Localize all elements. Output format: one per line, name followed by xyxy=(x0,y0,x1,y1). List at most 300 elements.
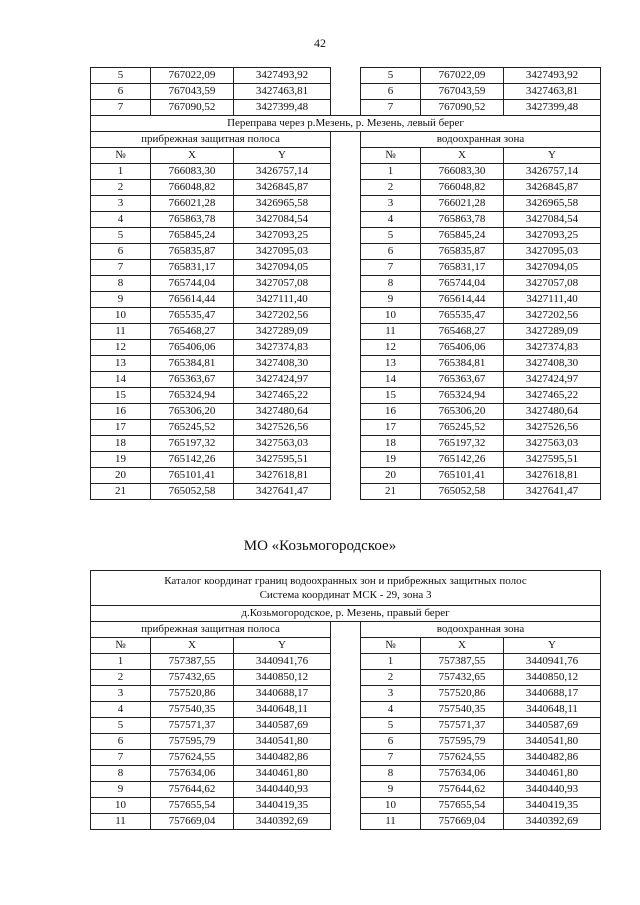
coord-y: 3427095,03 xyxy=(504,244,601,260)
table-row xyxy=(91,670,601,686)
col-header-number: № xyxy=(361,148,421,164)
coord-y: 3427057,08 xyxy=(234,276,331,292)
point-number: 7 xyxy=(91,750,151,766)
coord-x: 757655,54 xyxy=(421,798,504,814)
coord-y: 3440587,69 xyxy=(234,718,331,734)
location-title-row xyxy=(91,606,601,622)
coord-y: 3427399,48 xyxy=(234,100,331,116)
column-gap xyxy=(331,372,361,388)
coord-x: 757540,35 xyxy=(151,702,234,718)
coord-y: 3440482,86 xyxy=(504,750,601,766)
coord-x: 765324,94 xyxy=(151,388,234,404)
catalog-title-line2: Система координат МСК - 29, зона 3 xyxy=(259,589,432,601)
point-number: 18 xyxy=(91,436,151,452)
coordinates-table-mezen-crossing xyxy=(90,67,601,500)
point-number: 7 xyxy=(361,750,421,766)
coord-x: 757432,65 xyxy=(421,670,504,686)
column-gap xyxy=(331,622,361,638)
coord-x: 757571,37 xyxy=(421,718,504,734)
coord-x: 757595,79 xyxy=(151,734,234,750)
coord-y: 3440941,76 xyxy=(234,654,331,670)
table-row xyxy=(91,244,601,260)
coord-y: 3440648,11 xyxy=(504,702,601,718)
point-number: 19 xyxy=(361,452,421,468)
coord-x: 765245,52 xyxy=(421,420,504,436)
coord-y: 3427526,56 xyxy=(504,420,601,436)
point-number: 20 xyxy=(361,468,421,484)
coord-x: 767090,52 xyxy=(151,100,234,116)
point-number: 14 xyxy=(361,372,421,388)
point-number: 4 xyxy=(361,702,421,718)
point-number: 3 xyxy=(361,196,421,212)
coord-x: 765845,24 xyxy=(151,228,234,244)
point-number: 7 xyxy=(361,100,421,116)
point-number: 3 xyxy=(91,196,151,212)
point-number: 2 xyxy=(361,670,421,686)
coord-y: 3427641,47 xyxy=(234,484,331,500)
coord-y: 3440541,80 xyxy=(504,734,601,750)
point-number: 12 xyxy=(361,340,421,356)
table-row xyxy=(91,292,601,308)
column-header-row xyxy=(91,638,601,654)
col-header-y: Y xyxy=(234,638,331,654)
catalog-title-line1: Каталог координат границ водоохранных зон и прибрежных защитных полос xyxy=(164,575,527,587)
column-gap xyxy=(331,148,361,164)
coord-y: 3440587,69 xyxy=(504,718,601,734)
point-number: 8 xyxy=(361,276,421,292)
coord-x: 765845,24 xyxy=(421,228,504,244)
point-number: 7 xyxy=(361,260,421,276)
coord-y: 3427641,47 xyxy=(504,484,601,500)
point-number: 13 xyxy=(91,356,151,372)
coord-x: 766021,28 xyxy=(421,196,504,212)
coord-y: 3427374,83 xyxy=(504,340,601,356)
section-heading: МО «Козьмогородское» xyxy=(243,538,397,554)
coord-y: 3440850,12 xyxy=(504,670,601,686)
col-header-y: Y xyxy=(504,638,601,654)
coord-x: 765197,32 xyxy=(151,436,234,452)
coord-x: 765468,27 xyxy=(421,324,504,340)
point-number: 4 xyxy=(361,212,421,228)
coord-y: 3427093,25 xyxy=(504,228,601,244)
table-row xyxy=(91,164,601,180)
col-header-x: X xyxy=(151,148,234,164)
column-gap xyxy=(331,404,361,420)
point-number: 4 xyxy=(91,212,151,228)
coord-y: 3427202,56 xyxy=(504,308,601,324)
left-zone-title: прибрежная защитная полоса xyxy=(91,622,331,638)
table-row xyxy=(91,750,601,766)
coord-y: 3440392,69 xyxy=(504,814,601,830)
coord-x: 765384,81 xyxy=(421,356,504,372)
coord-x: 765052,58 xyxy=(421,484,504,500)
table-row xyxy=(91,180,601,196)
column-gap xyxy=(331,100,361,116)
coord-y: 3440482,86 xyxy=(234,750,331,766)
coord-x: 766048,82 xyxy=(421,180,504,196)
coord-y: 3440419,35 xyxy=(234,798,331,814)
col-header-x: X xyxy=(421,638,504,654)
table-row xyxy=(91,84,601,100)
column-gap xyxy=(331,638,361,654)
coord-y: 3427526,56 xyxy=(234,420,331,436)
coord-y: 3440461,80 xyxy=(504,766,601,782)
point-number: 20 xyxy=(91,468,151,484)
column-gap xyxy=(331,212,361,228)
table-row xyxy=(91,686,601,702)
table-row xyxy=(91,68,601,84)
col-header-number: № xyxy=(361,638,421,654)
coord-x: 765535,47 xyxy=(151,308,234,324)
coord-y: 3427374,83 xyxy=(234,340,331,356)
right-zone-title: водоохранная зона xyxy=(361,132,601,148)
column-gap xyxy=(331,686,361,702)
coord-y: 3427094,05 xyxy=(504,260,601,276)
table-row xyxy=(91,798,601,814)
coord-y: 3440392,69 xyxy=(234,814,331,830)
column-gap xyxy=(331,436,361,452)
point-number: 16 xyxy=(91,404,151,420)
point-number: 5 xyxy=(91,68,151,84)
point-number: 17 xyxy=(91,420,151,436)
coord-y: 3427399,48 xyxy=(504,100,601,116)
point-number: 11 xyxy=(91,814,151,830)
page-number: 42 xyxy=(314,36,326,50)
coord-y: 3427595,51 xyxy=(504,452,601,468)
coord-x: 765306,20 xyxy=(421,404,504,420)
coord-x: 766083,30 xyxy=(151,164,234,180)
table-row xyxy=(91,734,601,750)
table-row xyxy=(91,340,601,356)
coord-y: 3427595,51 xyxy=(234,452,331,468)
point-number: 9 xyxy=(361,782,421,798)
point-number: 21 xyxy=(91,484,151,500)
coord-x: 767043,59 xyxy=(421,84,504,100)
table-row xyxy=(91,484,601,500)
column-gap xyxy=(331,132,361,148)
column-gap xyxy=(331,452,361,468)
column-gap xyxy=(331,814,361,830)
coord-y: 3440648,11 xyxy=(234,702,331,718)
point-number: 10 xyxy=(91,798,151,814)
coord-y: 3427084,54 xyxy=(504,212,601,228)
coord-y: 3427408,30 xyxy=(504,356,601,372)
column-gap xyxy=(331,734,361,750)
coord-y: 3440440,93 xyxy=(234,782,331,798)
table-row xyxy=(91,452,601,468)
table-row xyxy=(91,404,601,420)
point-number: 8 xyxy=(91,766,151,782)
column-gap xyxy=(331,276,361,292)
coord-x: 757624,55 xyxy=(421,750,504,766)
point-number: 6 xyxy=(361,244,421,260)
coord-x: 765835,87 xyxy=(421,244,504,260)
coord-x: 765831,17 xyxy=(421,260,504,276)
coord-x: 767090,52 xyxy=(421,100,504,116)
coord-y: 3427424,97 xyxy=(234,372,331,388)
point-number: 2 xyxy=(361,180,421,196)
coord-x: 765384,81 xyxy=(151,356,234,372)
coord-y: 3427202,56 xyxy=(234,308,331,324)
table-row xyxy=(91,100,601,116)
column-gap xyxy=(331,766,361,782)
point-number: 6 xyxy=(361,84,421,100)
point-number: 2 xyxy=(91,180,151,196)
table-row xyxy=(91,324,601,340)
column-gap xyxy=(331,180,361,196)
point-number: 5 xyxy=(361,68,421,84)
point-number: 1 xyxy=(361,654,421,670)
point-number: 15 xyxy=(91,388,151,404)
table-row xyxy=(91,388,601,404)
point-number: 10 xyxy=(361,308,421,324)
column-gap xyxy=(331,468,361,484)
column-gap xyxy=(331,750,361,766)
point-number: 16 xyxy=(361,404,421,420)
coord-x: 757520,86 xyxy=(151,686,234,702)
coord-y: 3440541,80 xyxy=(234,734,331,750)
column-gap xyxy=(331,324,361,340)
coord-x: 765101,41 xyxy=(421,468,504,484)
coord-y: 3427563,03 xyxy=(504,436,601,452)
table-row xyxy=(91,468,601,484)
coord-x: 767022,09 xyxy=(151,68,234,84)
table-row xyxy=(91,766,601,782)
coord-x: 757624,55 xyxy=(151,750,234,766)
coord-x: 767043,59 xyxy=(151,84,234,100)
coord-x: 765863,78 xyxy=(151,212,234,228)
coord-y: 3427095,03 xyxy=(234,244,331,260)
coord-y: 3427094,05 xyxy=(234,260,331,276)
coord-x: 757644,62 xyxy=(151,782,234,798)
catalog-title xyxy=(91,571,601,606)
point-number: 14 xyxy=(91,372,151,388)
column-gap xyxy=(331,68,361,84)
coord-y: 3426845,87 xyxy=(504,180,601,196)
point-number: 19 xyxy=(91,452,151,468)
coord-x: 766021,28 xyxy=(151,196,234,212)
col-header-number: № xyxy=(91,148,151,164)
coord-y: 3427493,92 xyxy=(234,68,331,84)
point-number: 13 xyxy=(361,356,421,372)
coordinates-table-kozmogorodskoe xyxy=(90,570,601,830)
coord-y: 3427563,03 xyxy=(234,436,331,452)
table-row xyxy=(91,814,601,830)
coord-y: 3426757,14 xyxy=(504,164,601,180)
point-number: 7 xyxy=(91,100,151,116)
coord-x: 757520,86 xyxy=(421,686,504,702)
coord-x: 765101,41 xyxy=(151,468,234,484)
coord-y: 3440461,80 xyxy=(234,766,331,782)
coord-y: 3440440,93 xyxy=(504,782,601,798)
coord-y: 3440850,12 xyxy=(234,670,331,686)
point-number: 11 xyxy=(91,324,151,340)
coord-y: 3427289,09 xyxy=(234,324,331,340)
column-gap xyxy=(331,292,361,308)
coord-x: 757669,04 xyxy=(151,814,234,830)
table-row xyxy=(91,702,601,718)
coord-y: 3427480,64 xyxy=(504,404,601,420)
coord-y: 3427093,25 xyxy=(234,228,331,244)
coord-x: 765831,17 xyxy=(151,260,234,276)
point-number: 9 xyxy=(91,782,151,798)
point-number: 17 xyxy=(361,420,421,436)
coord-y: 3427465,22 xyxy=(234,388,331,404)
coord-y: 3440419,35 xyxy=(504,798,601,814)
point-number: 3 xyxy=(91,686,151,702)
coord-y: 3426757,14 xyxy=(234,164,331,180)
coord-x: 765306,20 xyxy=(151,404,234,420)
coord-x: 757634,06 xyxy=(421,766,504,782)
point-number: 5 xyxy=(361,228,421,244)
coord-y: 3426845,87 xyxy=(234,180,331,196)
column-gap xyxy=(331,718,361,734)
column-header-row xyxy=(91,148,601,164)
point-number: 1 xyxy=(91,164,151,180)
coord-y: 3427111,40 xyxy=(504,292,601,308)
table-row xyxy=(91,228,601,244)
point-number: 21 xyxy=(361,484,421,500)
point-number: 3 xyxy=(361,686,421,702)
point-number: 1 xyxy=(91,654,151,670)
coord-x: 757655,54 xyxy=(151,798,234,814)
point-number: 12 xyxy=(91,340,151,356)
column-gap xyxy=(331,702,361,718)
column-gap xyxy=(331,164,361,180)
coord-x: 757432,65 xyxy=(151,670,234,686)
coord-x: 757571,37 xyxy=(151,718,234,734)
point-number: 4 xyxy=(91,702,151,718)
col-header-x: X xyxy=(151,638,234,654)
column-gap xyxy=(331,228,361,244)
coord-x: 765744,04 xyxy=(421,276,504,292)
point-number: 11 xyxy=(361,814,421,830)
coord-y: 3427493,92 xyxy=(504,68,601,84)
coord-x: 765324,94 xyxy=(421,388,504,404)
coord-y: 3440688,17 xyxy=(504,686,601,702)
coord-x: 757595,79 xyxy=(421,734,504,750)
point-number: 8 xyxy=(361,766,421,782)
point-number: 5 xyxy=(91,718,151,734)
point-number: 6 xyxy=(91,734,151,750)
coord-x: 765614,44 xyxy=(421,292,504,308)
column-gap xyxy=(331,260,361,276)
coord-x: 765142,26 xyxy=(421,452,504,468)
point-number: 1 xyxy=(361,164,421,180)
column-gap xyxy=(331,670,361,686)
coord-y: 3427465,22 xyxy=(504,388,601,404)
column-gap xyxy=(331,196,361,212)
coord-y: 3440688,17 xyxy=(234,686,331,702)
col-header-y: Y xyxy=(504,148,601,164)
table-row xyxy=(91,260,601,276)
point-number: 6 xyxy=(91,84,151,100)
coord-y: 3427289,09 xyxy=(504,324,601,340)
column-gap xyxy=(331,340,361,356)
coord-x: 765468,27 xyxy=(151,324,234,340)
column-gap xyxy=(331,388,361,404)
crossing-title: Переправа через р.Мезень, р. Мезень, левый берег xyxy=(91,116,601,132)
coord-x: 765406,06 xyxy=(151,340,234,356)
point-number: 15 xyxy=(361,388,421,404)
coord-x: 757540,35 xyxy=(421,702,504,718)
column-gap xyxy=(331,654,361,670)
table-row xyxy=(91,654,601,670)
coord-x: 766083,30 xyxy=(421,164,504,180)
point-number: 9 xyxy=(91,292,151,308)
point-number: 6 xyxy=(361,734,421,750)
coord-x: 766048,82 xyxy=(151,180,234,196)
column-gap xyxy=(331,356,361,372)
column-gap xyxy=(331,782,361,798)
coord-y: 3427111,40 xyxy=(234,292,331,308)
crossing-title-row xyxy=(91,116,601,132)
column-gap xyxy=(331,308,361,324)
column-gap xyxy=(331,420,361,436)
coord-y: 3427057,08 xyxy=(504,276,601,292)
point-number: 18 xyxy=(361,436,421,452)
table-row xyxy=(91,372,601,388)
coord-x: 765363,67 xyxy=(151,372,234,388)
zone-titles-row xyxy=(91,132,601,148)
coord-y: 3427618,81 xyxy=(234,468,331,484)
coord-x: 765052,58 xyxy=(151,484,234,500)
column-gap xyxy=(331,84,361,100)
col-header-number: № xyxy=(91,638,151,654)
point-number: 10 xyxy=(91,308,151,324)
coord-x: 757387,55 xyxy=(151,654,234,670)
coord-x: 757634,06 xyxy=(151,766,234,782)
column-gap xyxy=(331,798,361,814)
coord-y: 3426965,58 xyxy=(504,196,601,212)
coord-x: 765535,47 xyxy=(421,308,504,324)
coord-x: 765863,78 xyxy=(421,212,504,228)
table-row xyxy=(91,436,601,452)
table-row xyxy=(91,420,601,436)
left-zone-title: прибрежная защитная полоса xyxy=(91,132,331,148)
point-number: 11 xyxy=(361,324,421,340)
coord-y: 3427408,30 xyxy=(234,356,331,372)
coord-x: 765744,04 xyxy=(151,276,234,292)
coord-x: 757644,62 xyxy=(421,782,504,798)
coord-x: 765245,52 xyxy=(151,420,234,436)
table-row xyxy=(91,718,601,734)
point-number: 7 xyxy=(91,260,151,276)
table-row xyxy=(91,782,601,798)
table-row xyxy=(91,212,601,228)
table-row xyxy=(91,356,601,372)
col-header-x: X xyxy=(421,148,504,164)
coord-y: 3427463,81 xyxy=(234,84,331,100)
zone-titles-row xyxy=(91,622,601,638)
col-header-y: Y xyxy=(234,148,331,164)
location-title: д.Козьмогородское, р. Мезень, правый берег xyxy=(91,606,601,622)
point-number: 2 xyxy=(91,670,151,686)
coord-x: 765835,87 xyxy=(151,244,234,260)
coord-x: 765406,06 xyxy=(421,340,504,356)
coord-x: 765197,32 xyxy=(421,436,504,452)
catalog-title-row xyxy=(91,571,601,606)
coord-x: 765363,67 xyxy=(421,372,504,388)
coord-x: 757387,55 xyxy=(421,654,504,670)
coord-y: 3426965,58 xyxy=(234,196,331,212)
coord-x: 765614,44 xyxy=(151,292,234,308)
table-row xyxy=(91,308,601,324)
coord-x: 767022,09 xyxy=(421,68,504,84)
point-number: 8 xyxy=(91,276,151,292)
right-zone-title: водоохранная зона xyxy=(361,622,601,638)
point-number: 6 xyxy=(91,244,151,260)
